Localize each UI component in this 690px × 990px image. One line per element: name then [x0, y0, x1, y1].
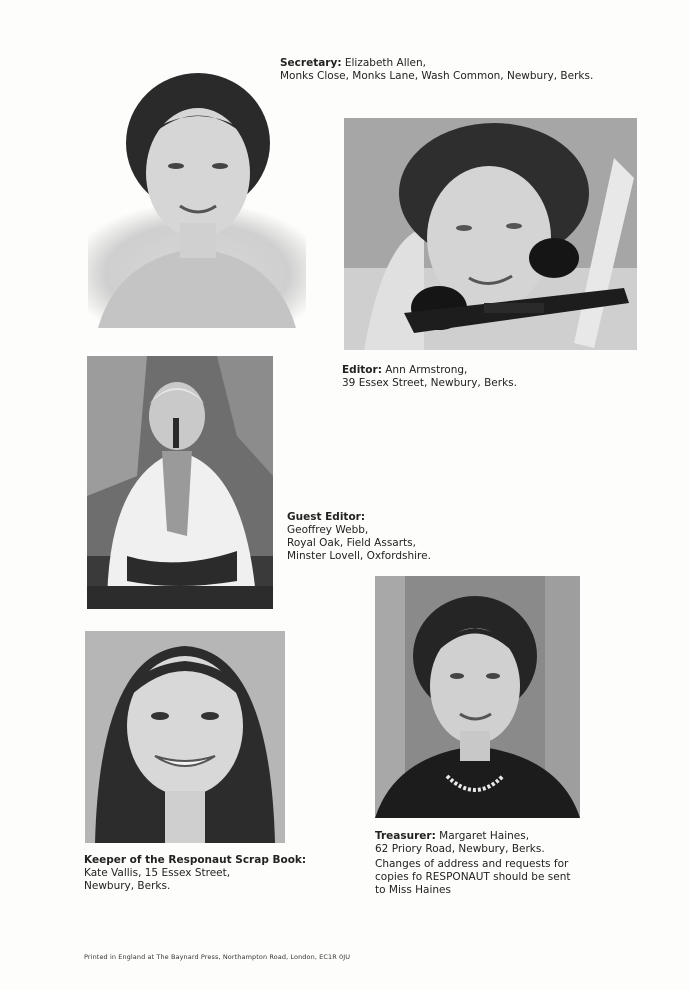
- treasurer-name: Margaret Haines,: [435, 830, 530, 842]
- secretary-role: Secretary:: [280, 57, 342, 69]
- secretary-caption: [280, 57, 593, 83]
- treasurer-note-line: Changes of address and requests for: [375, 858, 569, 870]
- scrapbook-keeper-line: Newbury, Berks.: [84, 880, 171, 892]
- treasurer-note-line: to Miss Haines: [375, 884, 451, 896]
- guest-editor-line: Royal Oak, Field Assarts,: [287, 537, 416, 549]
- editor-role: Editor:: [342, 364, 382, 376]
- guest-editor-line: Geoffrey Webb,: [287, 524, 369, 536]
- secretary-address: Monks Close, Monks Lane, Wash Common, Newbury, Berks.: [280, 70, 594, 82]
- editor-photo: [344, 118, 637, 350]
- guest-editor-caption: [287, 511, 431, 563]
- editor-caption: [342, 364, 517, 390]
- printer-footer: Printed in England at The Baynard Press, Northampton Road, London, EC1R 0JU: [84, 953, 351, 961]
- treasurer-role: Treasurer:: [375, 830, 436, 842]
- editor-address: 39 Essex Street, Newbury, Berks.: [342, 377, 517, 389]
- editor-name: Ann Armstrong,: [381, 364, 468, 376]
- secretary-name: Elizabeth Allen,: [341, 57, 427, 69]
- secretary-photo: [88, 58, 306, 328]
- guest-editor-photo: [87, 356, 273, 609]
- scrapbook-keeper-line: Kate Vallis, 15 Essex Street,: [84, 867, 231, 879]
- scrapbook-keeper-photo: [85, 631, 285, 843]
- treasurer-photo: [375, 576, 580, 818]
- treasurer-caption: [375, 830, 570, 897]
- guest-editor-line: Minster Lovell, Oxfordshire.: [287, 550, 431, 562]
- scrapbook-keeper-caption: [84, 854, 306, 893]
- scrapbook-keeper-role: Keeper of the Responaut Scrap Book:: [84, 854, 307, 866]
- guest-editor-role: Guest Editor:: [287, 511, 366, 523]
- treasurer-note-line: copies fo RESPONAUT should be sent: [375, 871, 571, 883]
- treasurer-address: 62 Priory Road, Newbury, Berks.: [375, 843, 545, 855]
